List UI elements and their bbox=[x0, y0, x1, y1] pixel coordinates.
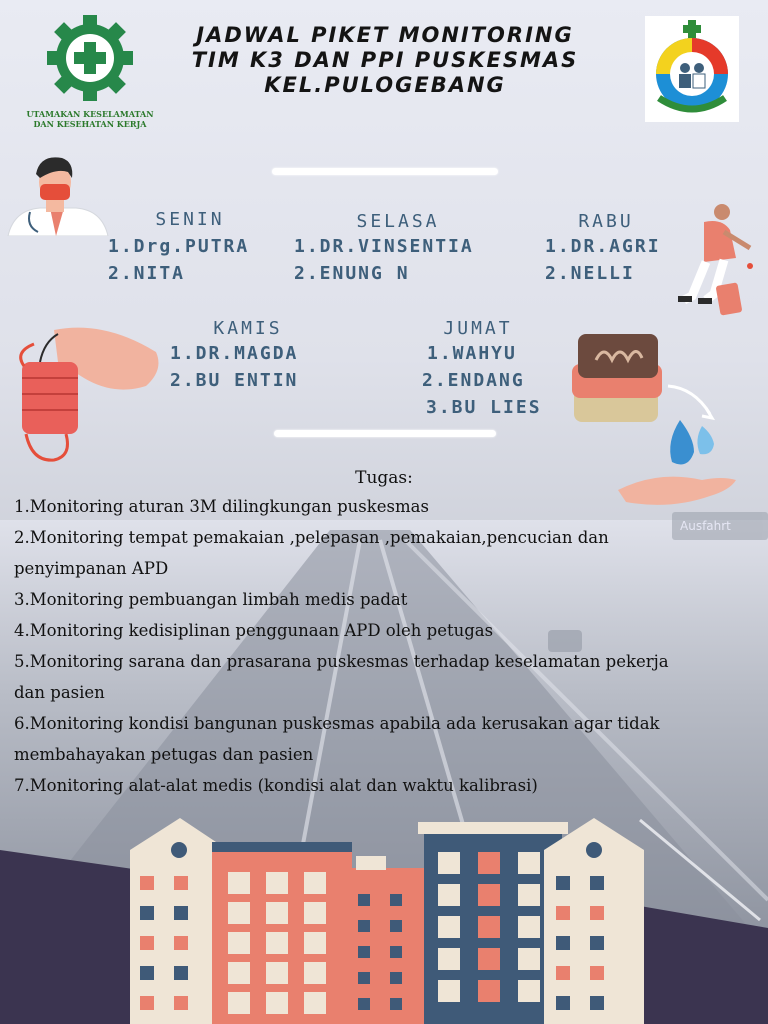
building-window bbox=[304, 932, 326, 954]
building-window bbox=[556, 906, 570, 920]
building-window bbox=[266, 872, 288, 894]
day-senin: SENIN bbox=[155, 209, 225, 230]
buildings-illustration bbox=[0, 810, 768, 1024]
title-line-2: TIM K3 DAN PPI PUSKESMAS bbox=[191, 48, 579, 72]
jumat-name-3: 3.BU LIES bbox=[426, 397, 542, 418]
building-window bbox=[438, 980, 460, 1002]
building-window bbox=[266, 992, 288, 1014]
building-window bbox=[390, 972, 402, 984]
senin-name-2: 2.NITA bbox=[108, 263, 186, 284]
task-line: dan pasien bbox=[14, 683, 105, 702]
brush-stroke-bottom bbox=[274, 430, 496, 437]
task-line: 3.Monitoring pembuangan limbah medis padat bbox=[14, 590, 408, 609]
task-line: 6.Monitoring kondisi bangunan puskesmas apabila ada kerusakan agar tidak bbox=[14, 714, 660, 733]
building-window bbox=[174, 906, 188, 920]
building-window bbox=[556, 966, 570, 980]
task-line: penyimpanan APD bbox=[14, 559, 169, 578]
kamis-name-2: 2.BU ENTIN bbox=[170, 370, 299, 391]
task-line: 4.Monitoring kedisiplinan penggunaan APD oleh petugas bbox=[14, 621, 494, 640]
building-window bbox=[358, 972, 370, 984]
selasa-name-1: 1.DR.VINSENTIA bbox=[294, 236, 474, 257]
senin-name-1: 1.Drg.PUTRA bbox=[108, 236, 250, 257]
brush-stroke-top bbox=[272, 168, 498, 175]
rabu-name-2: 2.NELLI bbox=[545, 263, 635, 284]
building-window bbox=[304, 992, 326, 1014]
building-window bbox=[590, 936, 604, 950]
building-window bbox=[358, 946, 370, 958]
building-window bbox=[390, 998, 402, 1010]
building-window bbox=[358, 920, 370, 932]
building-window bbox=[266, 962, 288, 984]
building-window bbox=[478, 980, 500, 1002]
building-window bbox=[438, 852, 460, 874]
building-window bbox=[358, 998, 370, 1010]
building-window bbox=[556, 876, 570, 890]
task-line: membahayakan petugas dan pasien bbox=[14, 745, 314, 764]
building-window bbox=[518, 852, 540, 874]
building-window bbox=[590, 966, 604, 980]
building-window bbox=[228, 992, 250, 1014]
day-jumat: JUMAT bbox=[443, 318, 513, 339]
title-line-3: KEL.PULOGEBANG bbox=[264, 73, 506, 97]
mask-hand-illustration bbox=[14, 322, 164, 468]
building-window bbox=[590, 906, 604, 920]
road-sign: Ausfahrt bbox=[672, 512, 768, 540]
building-window bbox=[140, 876, 154, 890]
building-window bbox=[556, 996, 570, 1010]
logo-caption-line1: UTAMAKAN KESELAMATAN bbox=[26, 109, 154, 119]
building-window bbox=[174, 966, 188, 980]
logo-caption-line2: DAN KESEHATAN KERJA bbox=[33, 119, 147, 129]
building-window bbox=[590, 876, 604, 890]
building-window bbox=[478, 852, 500, 874]
tasks-heading: Tugas: bbox=[355, 468, 413, 488]
building-window bbox=[518, 948, 540, 970]
building-window bbox=[140, 906, 154, 920]
building-window bbox=[478, 948, 500, 970]
building-window bbox=[228, 902, 250, 924]
task-line: 2.Monitoring tempat pemakaian ,pelepasan ,pemakaian,pencucian dan bbox=[14, 528, 609, 547]
building-window bbox=[140, 966, 154, 980]
task-line: 5.Monitoring sarana dan prasarana puskesmas terhadap keselamatan pekerja bbox=[14, 652, 669, 671]
building-window bbox=[390, 920, 402, 932]
building-window bbox=[304, 872, 326, 894]
doctor-illustration bbox=[6, 152, 110, 236]
rabu-name-1: 1.DR.AGRI bbox=[545, 236, 661, 257]
building-window bbox=[304, 962, 326, 984]
puskesmas-logo bbox=[645, 16, 739, 122]
building-window bbox=[174, 996, 188, 1010]
title-line-1: JADWAL PIKET MONITORING bbox=[196, 23, 574, 47]
building-window bbox=[438, 916, 460, 938]
building-window bbox=[358, 894, 370, 906]
building-window bbox=[438, 884, 460, 906]
task-line: 7.Monitoring alat-alat medis (kondisi alat dan waktu kalibrasi) bbox=[14, 776, 538, 795]
kamis-name-1: 1.DR.MAGDA bbox=[170, 343, 299, 364]
building-window bbox=[518, 980, 540, 1002]
building-window bbox=[140, 936, 154, 950]
soap-handwash-illustration bbox=[570, 330, 740, 516]
building-window bbox=[304, 902, 326, 924]
puskesmas-emblem-icon bbox=[645, 16, 739, 122]
building-window bbox=[228, 962, 250, 984]
building-window bbox=[174, 876, 188, 890]
day-selasa: SELASA bbox=[356, 211, 440, 232]
selasa-name-2: 2.ENUNG N bbox=[294, 263, 410, 284]
building-window bbox=[228, 932, 250, 954]
jumat-name-1: 1.WAHYU bbox=[427, 343, 517, 364]
building-window bbox=[556, 936, 570, 950]
building-window bbox=[390, 894, 402, 906]
man-pills-illustration bbox=[666, 196, 762, 326]
building-window bbox=[174, 936, 188, 950]
building-window bbox=[140, 996, 154, 1010]
building-window bbox=[518, 884, 540, 906]
day-kamis: KAMIS bbox=[213, 318, 283, 339]
day-rabu: RABU bbox=[578, 211, 634, 232]
building-window bbox=[266, 932, 288, 954]
k3-gear-logo bbox=[38, 12, 142, 104]
building-window bbox=[478, 884, 500, 906]
building-window bbox=[478, 916, 500, 938]
building-window bbox=[390, 946, 402, 958]
building-window bbox=[518, 916, 540, 938]
building-window bbox=[438, 948, 460, 970]
task-line: 1.Monitoring aturan 3M dilingkungan puskesmas bbox=[14, 497, 429, 516]
building-window bbox=[590, 996, 604, 1010]
building-window bbox=[228, 872, 250, 894]
jumat-name-2: 2.ENDANG bbox=[422, 370, 525, 391]
building-window bbox=[266, 902, 288, 924]
